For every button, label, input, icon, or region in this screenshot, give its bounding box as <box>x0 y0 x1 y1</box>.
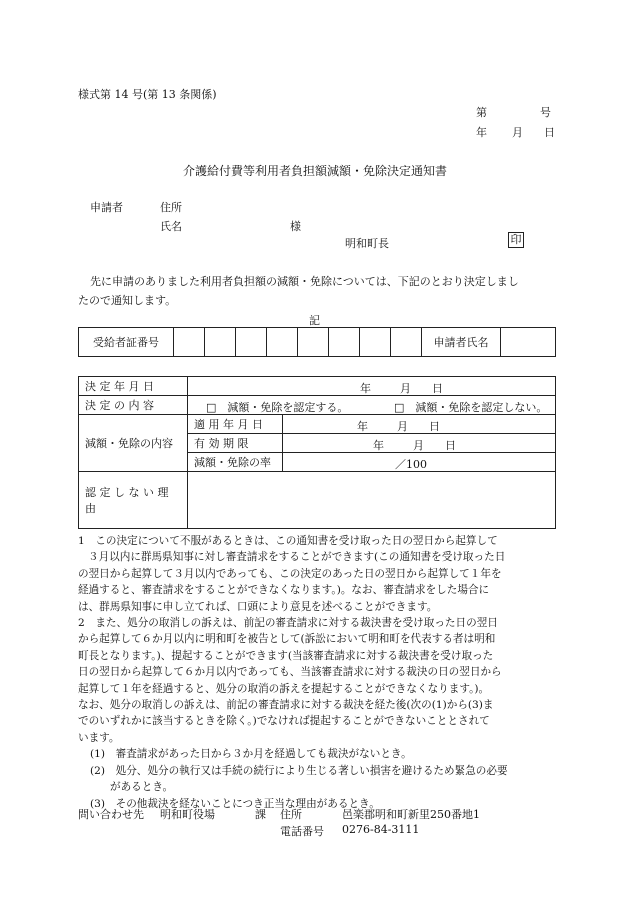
note-2-line-8: います。 <box>78 731 120 744</box>
apply-day: 日 <box>429 420 440 433</box>
notes-section <box>78 533 558 812</box>
recipient-id-cell[interactable] <box>298 328 329 357</box>
seal-mark: 印 <box>508 232 524 248</box>
applicant-label: 申請者 <box>90 201 123 214</box>
apply-year: 年 <box>357 420 368 433</box>
decision-table <box>78 376 556 529</box>
option-approve[interactable]: □ 減額・免除を認定する。 <box>206 401 349 414</box>
rate-value: ／100 <box>395 458 427 471</box>
rate-value-cell[interactable] <box>283 453 556 472</box>
phone-number: 0276-84-3111 <box>342 823 420 836</box>
decision-date-label: 決 定 年 月 日 <box>79 377 188 396</box>
valid-month: 月 <box>413 439 424 452</box>
decision-content-label: 決 定 の 内 容 <box>79 396 188 415</box>
ki-label: 記 <box>309 314 320 327</box>
section-label: 課 <box>255 808 266 821</box>
decision-day: 日 <box>432 382 443 395</box>
recipient-id-cell[interactable] <box>236 328 267 357</box>
sub-note-2-line-2: があるとき。 <box>110 781 174 794</box>
note-2-line-4: 日の翌日から起算して６か月以内であっても、当該審査請求に対する裁決の日の翌日から <box>78 666 502 679</box>
recipient-id-cell[interactable] <box>267 328 298 357</box>
document-title: 介護給付費等利用者負担額減額・免除決定通知書 <box>182 164 447 178</box>
valid-year: 年 <box>373 439 384 452</box>
decision-content-row <box>79 396 556 415</box>
form-number-label: 様式第 14 号(第 13 条関係) <box>78 88 217 101</box>
note-1-line-2: ３月以内に群馬県知事に対し審査請求をすることができます(この通知書を受け取った日 <box>88 551 506 564</box>
note-2-line-1: 2 また、処分の取消しの訴えは、前記の審査請求に対する裁決書を受け取った日の翌日 <box>78 617 498 630</box>
inquiry-label: 問い合わせ先 <box>78 808 144 821</box>
decision-month: 月 <box>400 382 411 395</box>
recipient-id-cell[interactable] <box>360 328 391 357</box>
name-label: 氏名 <box>160 220 182 233</box>
recipient-id-cell[interactable] <box>205 328 236 357</box>
recipient-id-cell[interactable] <box>391 328 422 357</box>
document-number-suffix: 号 <box>540 106 551 119</box>
recipient-table <box>78 327 556 357</box>
issuer-name: 明和町長 <box>345 237 389 250</box>
date-day-label: 日 <box>544 126 555 139</box>
apply-date-value[interactable] <box>283 415 556 434</box>
valid-day: 日 <box>445 439 456 452</box>
sub-note-3: (3) その他裁決を経ないことにつき正当な理由があるとき。 <box>90 797 380 810</box>
deny-reason-label: 認 定 し な い 理 由 <box>79 472 188 529</box>
contact-address: 邑楽郡明和町新里250番地1 <box>342 808 480 821</box>
office-name: 明和町役場 <box>160 808 215 821</box>
note-1-line-3: の翌日から起算して３月以内であっても、この決定のあった日の翌日から起算して１年を <box>78 567 502 580</box>
apply-month: 月 <box>397 420 408 433</box>
sub-note-2-line-1: (2) 処分、処分の執行又は手続の続行により生じる著しい損害を避けるため緊急の必要 <box>90 764 508 777</box>
rate-label: 減額・免除の率 <box>188 453 283 472</box>
honorific: 様 <box>290 220 301 233</box>
note-1-line-1: 1 この決定について不服があるときは、この通知書を受け取った日の翌日から起算して <box>78 535 498 547</box>
reduction-content-label: 減額・免除の内容 <box>79 415 188 472</box>
date-month-label: 月 <box>512 126 523 139</box>
note-2-line-5: 起算して１年を経過すると、処分の取消の訴えを提起することができなくなります。)。 <box>78 682 490 695</box>
note-2-line-2: から起算して６か月以内に明和町を被告として(訴訟において明和町を代表する者は明和 <box>78 633 496 646</box>
note-2-line-6: なお、処分の取消しの訴えは、前記の審査請求に対する裁決を経た後(次の(1)から(3)ま <box>78 699 494 712</box>
address-label: 住所 <box>160 201 182 214</box>
contact-address-label: 住所 <box>280 808 302 821</box>
applicant-name-value[interactable] <box>501 328 556 357</box>
recipient-id-label: 受給者証番号 <box>79 328 174 357</box>
note-1-line-5: は、群馬県知事に申し立てれば、口頭により意見を述べることができます。 <box>78 600 438 613</box>
applicant-name-label: 申請者氏名 <box>422 328 501 357</box>
date-year-label: 年 <box>476 126 487 139</box>
phone-label: 電話番号 <box>280 825 324 838</box>
decision-date-value[interactable] <box>188 377 556 396</box>
note-2-line-3: 町長となります。)、提起することができます(当該審査請求に対する裁決書を受け取った <box>78 649 494 662</box>
note-1-line-4: 経過すると、審査請求をすることができなくなります。)。なお、審査請求をした場合に <box>78 584 490 597</box>
recipient-id-cell[interactable] <box>329 328 360 357</box>
sub-note-1: (1) 審査請求があった日から３か月を経過しても裁決がないとき。 <box>90 748 412 761</box>
apply-date-row <box>79 415 556 434</box>
note-2-line-7: でのいずれかに該当するときを除く。)でなければ提起することができないこととされて <box>78 715 490 728</box>
valid-period-label: 有 効 期 限 <box>188 434 283 453</box>
intro-line-2: たので通知します。 <box>78 294 177 307</box>
intro-line-1: 先に申請のありました利用者負担額の減額・免除については、下記のとおり決定しまし <box>90 275 519 288</box>
document-number-prefix: 第 <box>476 106 487 119</box>
valid-period-value[interactable] <box>283 434 556 453</box>
option-deny[interactable]: □ 減額・免除を認定しない。 <box>394 401 548 414</box>
deny-reason-value[interactable] <box>188 472 556 529</box>
recipient-id-cell[interactable] <box>174 328 205 357</box>
decision-year: 年 <box>360 382 371 395</box>
decision-content-value <box>188 396 556 415</box>
deny-reason-row <box>79 472 556 529</box>
decision-date-row <box>79 377 556 396</box>
apply-date-label: 適 用 年 月 日 <box>188 415 283 434</box>
